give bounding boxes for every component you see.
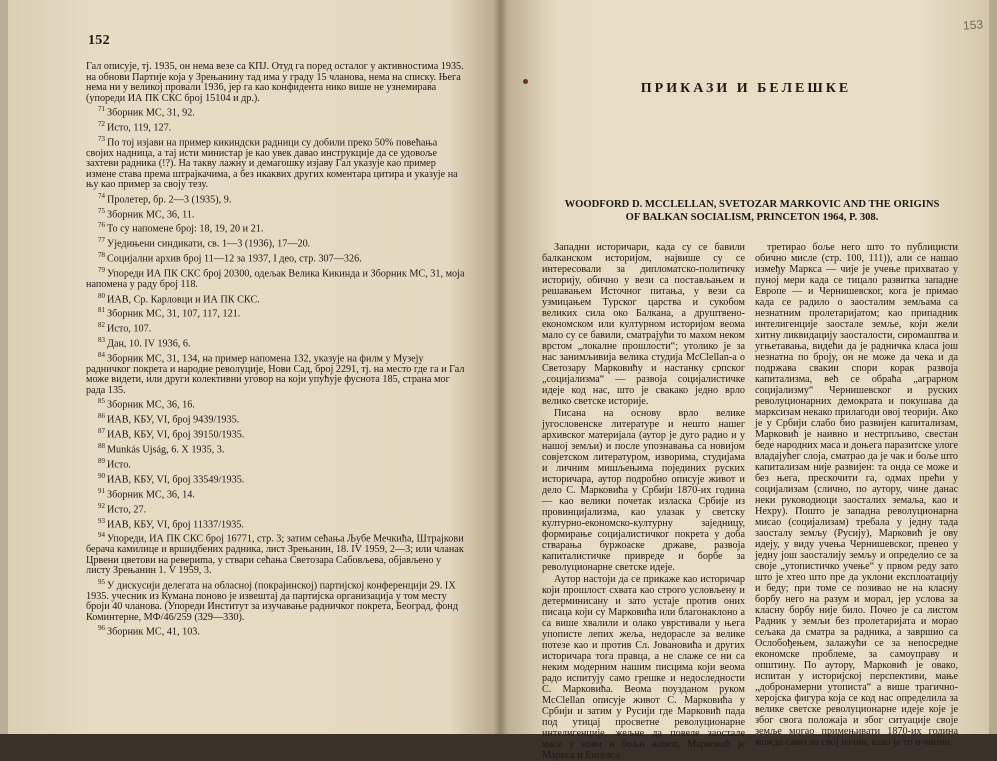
footnote-text: Исто, 107. — [107, 323, 152, 335]
footnote-number: 96 — [98, 624, 105, 633]
footnote-text: Исто. — [107, 459, 131, 471]
review-column-left — [542, 242, 745, 761]
footnotes-list — [86, 62, 466, 638]
review-paragraph: Писана на основу врло велике југословенске литературе и нешто нашег архивског материјала (аутор је дуго радио и у нашој земљи) и после упознавања са новијом совјетском литературом, изворима, студијама и личним мишљењима појединих руских историчара, аутор подробно описује живот и дело С. Марковића у Србији 1870-их година — као велики почетак изласка Србије из провинцијализма, као улазак у светску културно-економско-културну заједницу, формирање социјалистичког покрета у доба стварања буржоаске државе, развоја капиталистичке привреде и борбе за револуционарне светске идеје. — [542, 408, 745, 573]
review-column-right — [755, 242, 958, 748]
footnote-text: Зборник МС, 31, 92. — [107, 107, 195, 119]
footnote-text: Упореди ИА ПК СКС број 20300, одељак Велика Кикинда и Зборник МС, 31, моја напомена у раду број 118. — [86, 268, 465, 291]
handwritten-page-mark: 153 — [962, 17, 984, 33]
footnote-number: 86 — [98, 412, 105, 421]
footnote — [86, 291, 466, 306]
left-page — [0, 0, 500, 734]
footnote — [86, 411, 466, 426]
footnote-text: Зборник МС, 31, 134, на пример напомена 132, указује на филм у Музеју радничког покрета и народне револуције, Нови Сад, број 2291, тј. на место где га и Гал може видети, или други колективни уговор на који упућује фуснота 185, страна мог рада 135. — [86, 353, 465, 396]
footnote-text: Пролетер, бр. 2—3 (1935), 9. — [107, 194, 232, 206]
footnote-number: 92 — [98, 501, 105, 510]
footnote — [86, 623, 466, 638]
footnote-text: ИАВ, КБУ, VI, број 9439/1935. — [107, 414, 240, 426]
footnote-text: Зборник МС, 36, 14. — [107, 489, 195, 501]
footnote-number: 90 — [98, 471, 105, 480]
footnote — [86, 119, 466, 134]
footnote-text: Исто, 27. — [107, 504, 147, 516]
review-title-line-2: OF BALKAN SOCIALISM, PRINCETON 1964, P. 308. — [625, 212, 879, 223]
footnote — [86, 320, 466, 335]
footnote-text: ИАВ, Ср. Карловци и ИА ПК СКС. — [107, 293, 260, 305]
footnote-text: У дискусији делегата на обласној (покрајинској) партијској конференцији 29. IX 1935. учесник из Кумана поново је извештај да партијска организација у том месту броји 40 чланова. (Упореди Институт за изучавање радничког покрета, Београд, фонд Коминтерне, МФ/46/259 (329—330). — [86, 580, 459, 623]
footnote — [86, 191, 466, 206]
footnote-number: 91 — [98, 486, 105, 495]
page-number: 152 — [88, 33, 110, 48]
footnote-text: Дан, 10. IV 1936, 6. — [107, 338, 191, 350]
footnote-number: 75 — [98, 206, 105, 215]
footnote-number: 83 — [98, 336, 105, 345]
footnote-number: 74 — [98, 191, 105, 200]
footnote — [86, 441, 466, 456]
footnote — [86, 350, 466, 396]
footnote-number: 71 — [98, 105, 105, 113]
footnote — [86, 220, 466, 235]
footnote-text: Munkás Ujság, 6. X 1935, 3. — [107, 444, 225, 456]
footnote-number: 81 — [98, 306, 105, 315]
footnote — [86, 516, 466, 531]
footnote-number: 79 — [98, 266, 105, 275]
review-paragraph: Западни историчари, када су се бавили балканском историјом, највише су се интересовали за дипломатско-политичку историју, обично у вези са постављањем и решавањем Источног питања, у вези са узмицањем Турског царства и сукобом великих сила око Балкана, а друштвено-економском или културном историјом веома мало су се бавили, сматрајући то махом неком врстом „локалне прошлости“; утолико је за нас занимљивија велика студија McClellan-а о Светозару Марковићу и настанку српског „социјализма“ — развоја социјалистичке идеје код нас, што је свакако једно врло велико светске историје. — [542, 242, 745, 407]
footnote — [86, 265, 466, 290]
footnote-text: ИАВ, КБУ, VI, број 11337/1935. — [107, 518, 244, 530]
footnote — [86, 235, 466, 250]
footnote-number: 72 — [98, 119, 105, 128]
footnote-number: 85 — [98, 397, 105, 406]
footnote-text: Уједињени синдикати, св. 1—3 (1936), 17—20. — [107, 238, 311, 250]
section-heading: ПРИКАЗИ И БЕЛЕШКЕ — [640, 81, 852, 97]
red-ink-dot — [523, 79, 528, 84]
footnote — [86, 471, 466, 486]
footnote-number: 73 — [98, 134, 105, 143]
footnote — [86, 305, 466, 320]
footnote — [86, 426, 466, 441]
review-paragraph: Аутор настоји да се прикаже као историчар који прошлост схвата као строго условљену и детерминисану и зато устаје против оних писаца који су Марковића или благонаклоно а са више хвалили и олако уврстивали у њега упописте лепих жеља, недорасле за велике потезе као и против Сл. Јовановића и других историчара тога правца, а не слаже се ни са неким модерним нашим писцима који веома радо испитују само грешке и недоследности С. Марковића. Веома поузданом руком McClellan описује живот С. Марковића у Србији и затим у Русији где Марковић пада под утицај просветне револуционарне интелигенције, жељне да повеле заосталe масе у нови и бољи живот. Марковић је Маркса и Енгелса — [542, 574, 745, 761]
footnote-text: Зборник МС, 36, 16. — [107, 399, 195, 411]
footnote-text: Гал описује, тј. 1935, он нема везе са КПЈ. Отуд га поред осталог у активностима 1935. на обнови Партије која у Зрењанину тад има у граду 15 чланова, нема на списку. Његa нема ни у великој провали 1936, јер га као конфидента нико више не узнемирава (упореди ИА ПК СКС број 15104 и др.). — [86, 61, 464, 104]
footnote-text: То су напомене број: 18, 19, 20 и 21. — [107, 223, 264, 235]
footnote — [86, 530, 466, 576]
footnote-number: 94 — [98, 531, 105, 540]
footnote-number: 82 — [98, 321, 105, 330]
footnote-number: 89 — [98, 457, 105, 466]
footnote-number: 95 — [98, 577, 105, 586]
footnote — [86, 134, 466, 191]
right-page — [508, 0, 997, 761]
footnote-number: 87 — [98, 427, 105, 436]
footnote-text: Зборник МС, 36, 11. — [107, 208, 195, 220]
footnote — [86, 335, 466, 350]
footnote-text: Зборник МС, 41, 103. — [107, 626, 200, 638]
review-paragraph: третирао боље него што то публицисти обично мисле (стр. 100, 111)), али се нашао између Маркса — чије је учење прихватао у пуној мери када се тицало развитка западне Европе — и Чернишевског, кога је примао када се радило о заосталим земљама са незнатним пролетаријатом; као припадник интелигенције заостале земље, који жели хитну ликвидацију заосталости, сиромаштва и угњетавања, видећи да је радничка класа још незнатна по броју, он не може да чека и да подржава свакии спори корак развоја капитализма, већ се обраћа „аграрном социјализму“ Чернишевског и руских револуционарних демократа и покушава да марксизам некако прилагоди овој теорији. Ако је у Србији слабо био развијен капитализам, Марковић је наивно и нестрпљиво, свестан беде народних маса и доњега паразитске улоге владајућег слоја, сматрао да је чак и боље што капитализам није развијен: та онда се може и без њега, прескочити га, одмах прећи у социјализам (слично, по аутору, чине данас неки руководиoци заосталих земаља, као и Нехру). Пошто је западна револуционарна мисао (социјализам) требала у једну тада заосталу земљу (Русију), Марковић је ову идеју, у виду учења Чернишевског, пренео у једну још заосталију земљу и определио се за своје „утопистичко учење“ у првом реду зато што је хтео што пре да уклони експлоатацију и беду; при томе се позивао не на класну борбу него на разум и морал, јер услова за класну борбу није било. Почео је са листом Радник у земљи без пролетаријата и морао сељака да сматра за радника, а завршио са Ослобођењем, залажући се за непосредне економске проблеме, за самоуправу и општину. По аутору, Марковић је овако, испитан у историјској перспективи, мање „добронамерни утописта“ а више трагично-херојска фигура која се код нас определила за велике светске револуционарне идеје које је због свога положаја и због ситуације своје земље могао примењивати 1870-их година можда само на свој начин, како је то и чинио. — [755, 242, 958, 748]
footnote — [86, 486, 466, 501]
footnote-text: Упореди, ИА ПК СКС број 16771, стр. 3; затим сећања Љубе Мечкића, Штрајкови берача камилице и вршидбених радника, лист Зрењанин, 18. IV 1959, 2—3; или чланак Црвени цветови на ревериma, у ствари сећања Светозара Сабовљева, објављено у листу Зрењанин 1. V 1959, 3. — [86, 533, 464, 577]
footnote — [86, 456, 466, 471]
footnote — [86, 501, 466, 516]
footnote-number: 80 — [98, 291, 105, 300]
footnote-number: 76 — [98, 221, 105, 230]
review-title — [542, 198, 962, 224]
footnote-text: Исто, 119, 127. — [107, 122, 172, 134]
footnote-text: ИАВ, КБУ, VI, број 39150/1935. — [107, 429, 245, 441]
footnote-text: По тој изјави на пример кикиндски радници су добили преко 50% повећања својих надница, а тај исти министар је као увек давао инструкције да се удовоље захтеви радника (!?). На такву лажну и демагошку изјаву Гал указује као пример измене става према штрајкачима, а без икаквих других коментара цитира и указује на њу као пример за своју тезу. — [86, 137, 458, 191]
footnote-number: 78 — [98, 251, 105, 260]
footnote — [86, 577, 466, 623]
footnote-number: 88 — [98, 442, 105, 451]
footnote-number: 84 — [98, 351, 105, 360]
footnote — [86, 396, 466, 411]
footnote — [86, 206, 466, 221]
footnote — [86, 62, 466, 104]
footnote-text: ИАВ, КБУ, VI, број 33549/1935. — [107, 474, 245, 486]
footnote-text: Социјални архив број 11—12 за 1937, I део, стр. 307—326. — [107, 253, 362, 265]
footnote — [86, 104, 466, 119]
footnote — [86, 250, 466, 265]
footnote-text: Зборник МС, 31, 107, 117, 121. — [107, 308, 241, 320]
footnote-number: 93 — [98, 516, 105, 525]
footnote-number: 77 — [98, 236, 105, 245]
review-title-line-1: WOODFORD D. MCCLELLAN, SVETOZAR MARKOVIC AND THE ORIGINS — [564, 199, 940, 210]
